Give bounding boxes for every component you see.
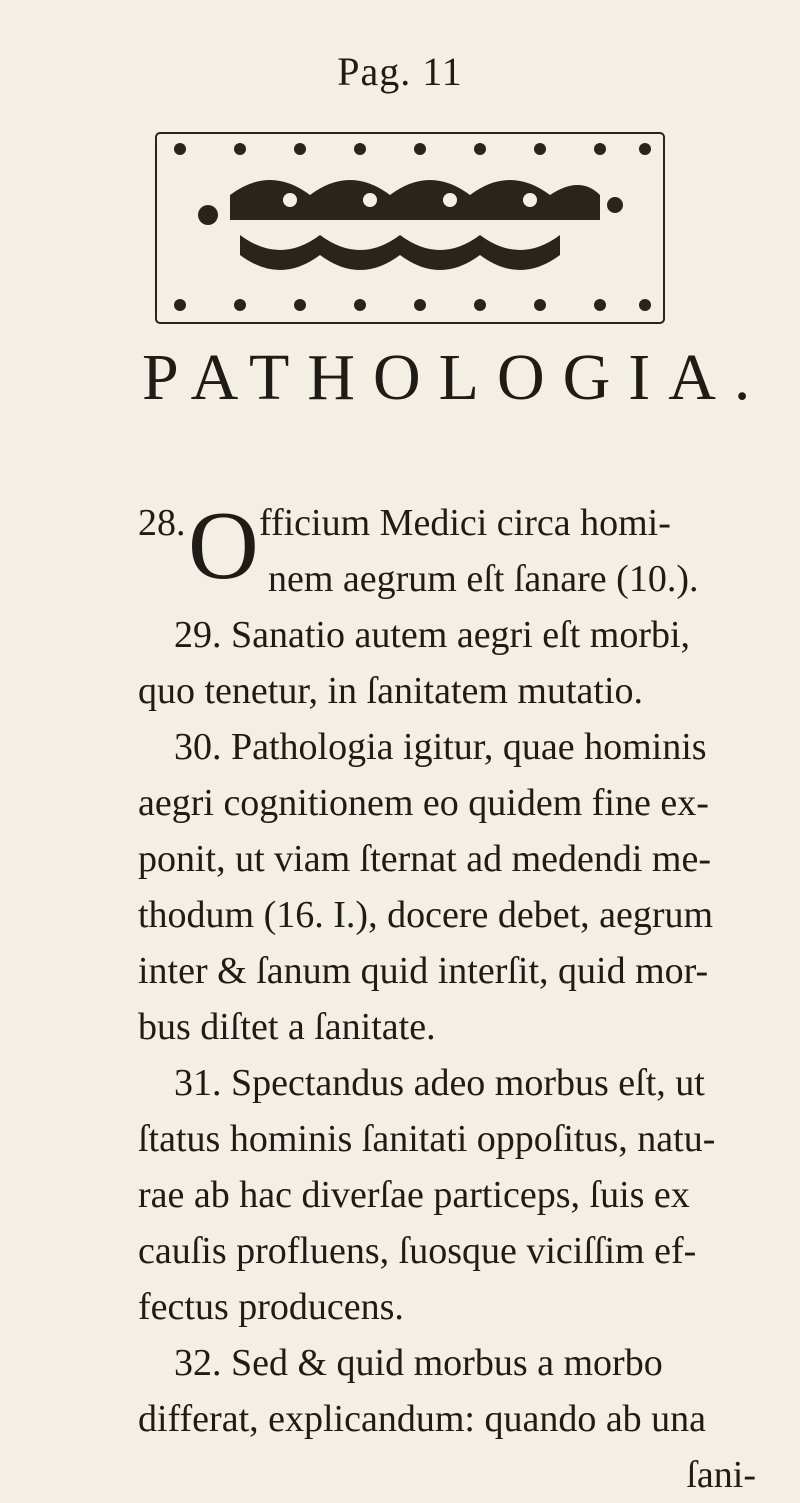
text-line bbox=[138, 495, 778, 551]
line-text: Spectandus adeo morbus eſt, ut bbox=[231, 1062, 705, 1104]
line-text: Sed & quid morbus a morbo bbox=[231, 1342, 663, 1384]
section-number: 32. bbox=[174, 1342, 222, 1384]
line-text: ponit, ut viam ſternat ad medendi me- bbox=[138, 838, 712, 880]
section-number: 30. bbox=[174, 726, 222, 768]
text-line bbox=[138, 999, 778, 1055]
body-text bbox=[138, 492, 778, 1503]
text-line bbox=[138, 719, 778, 775]
section-number: 28. bbox=[138, 502, 186, 544]
text-line bbox=[138, 831, 778, 887]
line-text: nem aegrum eſt ſanare (10.). bbox=[268, 558, 699, 600]
section-number: 29. bbox=[174, 614, 222, 656]
text-line bbox=[138, 551, 778, 607]
line-text: ſani- bbox=[686, 1454, 756, 1496]
text-line bbox=[138, 1167, 778, 1223]
line-text: Pathologia igitur, quae hominis bbox=[231, 726, 707, 768]
line-text: rae ab hac diverſae particeps, ſuis ex bbox=[138, 1174, 690, 1216]
text-line bbox=[138, 1335, 778, 1391]
text-line bbox=[138, 1391, 778, 1447]
line-text: Sanatio autem aegri eſt morbi, bbox=[231, 614, 691, 656]
line-text: inter & ſanum quid interſit, quid mor- bbox=[138, 950, 709, 992]
line-text: differat, explicandum: quando ab una bbox=[138, 1398, 707, 1440]
line-text: aegri cognitionem eo quidem fine ex- bbox=[138, 782, 709, 824]
line-text: quo tenetur, in ſanitatem mutatio. bbox=[138, 670, 644, 712]
text-line bbox=[138, 607, 778, 663]
text-line bbox=[138, 887, 778, 943]
page-number-header: Pag. 11 bbox=[337, 49, 463, 94]
line-text: fectus producens. bbox=[138, 1286, 404, 1328]
ornamental-headpiece-icon bbox=[150, 125, 670, 330]
catchword bbox=[138, 1447, 778, 1503]
line-text: fficium Medici circa homi- bbox=[259, 502, 671, 544]
line-text: thodum (16. I.), docere debet, aegrum bbox=[138, 894, 714, 936]
line-text: cauſis profluens, ſuosque viciſſim ef- bbox=[138, 1230, 697, 1272]
text-line bbox=[138, 663, 778, 719]
chapter-title: PATHOLOGIA. bbox=[142, 341, 769, 414]
line-text: ſtatus hominis ſanitati oppoſitus, natu- bbox=[138, 1118, 716, 1160]
section-number: 31. bbox=[174, 1062, 222, 1104]
text-line bbox=[138, 775, 778, 831]
drop-cap: O bbox=[188, 492, 259, 600]
text-line bbox=[138, 1055, 778, 1111]
text-line bbox=[138, 1279, 778, 1335]
line-text: bus diſtet a ſanitate. bbox=[138, 1006, 436, 1048]
text-line bbox=[138, 943, 778, 999]
text-line bbox=[138, 1223, 778, 1279]
text-line bbox=[138, 1111, 778, 1167]
